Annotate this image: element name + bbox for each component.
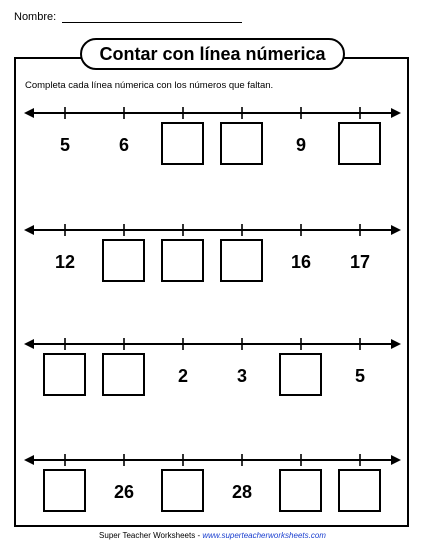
answer-box[interactable] (220, 122, 263, 165)
number-label: 26 (113, 482, 135, 502)
number-label: 2 (177, 366, 188, 386)
number-label: 17 (349, 252, 371, 272)
number-label: 28 (231, 482, 253, 502)
name-label: Nombre: (14, 11, 57, 23)
answer-box[interactable] (338, 469, 381, 512)
number-label: 6 (118, 135, 129, 155)
answer-box[interactable] (161, 469, 204, 512)
footer-brand: Super Teacher Worksheets (99, 531, 196, 540)
answer-box[interactable] (43, 353, 86, 396)
answer-box[interactable] (161, 122, 204, 165)
number-label: 5 (354, 366, 365, 386)
instructions-text: Completa cada línea númerica con los números que faltan. (25, 80, 274, 91)
arrow-right-icon (391, 455, 401, 465)
answer-box[interactable] (102, 353, 145, 396)
arrow-right-icon (391, 339, 401, 349)
arrow-right-icon (391, 225, 401, 235)
footer-separator: - (195, 531, 203, 540)
arrow-left-icon (24, 225, 34, 235)
worksheet-title-text: Contar con línea númerica (99, 43, 326, 64)
arrow-left-icon (24, 339, 34, 349)
answer-box[interactable] (220, 239, 263, 282)
answer-box[interactable] (279, 469, 322, 512)
number-label: 9 (295, 135, 306, 155)
arrow-left-icon (24, 455, 34, 465)
number-label: 3 (236, 366, 247, 386)
number-label: 12 (54, 252, 76, 272)
number-label: 5 (59, 135, 70, 155)
answer-box[interactable] (161, 239, 204, 282)
answer-box[interactable] (338, 122, 381, 165)
number-label: 16 (290, 252, 312, 272)
footer (0, 531, 425, 540)
arrow-left-icon (24, 108, 34, 118)
answer-box[interactable] (102, 239, 145, 282)
footer-url-link[interactable]: www.superteacherworksheets.com (202, 531, 326, 540)
answer-box[interactable] (279, 353, 322, 396)
arrow-right-icon (391, 108, 401, 118)
answer-box[interactable] (43, 469, 86, 512)
